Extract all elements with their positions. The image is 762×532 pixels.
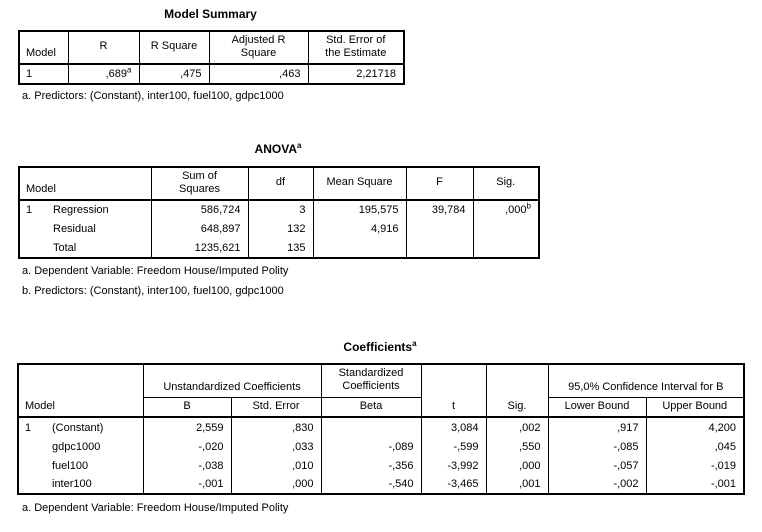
cell-model-label: Total — [19, 239, 151, 258]
footnote-marker: a — [297, 141, 302, 150]
cell-std-error: ,000 — [231, 475, 321, 494]
cell-upper-bound: -,001 — [646, 475, 744, 494]
col-header-sum-of-squares: Sum of Squares — [151, 167, 248, 200]
cell-mean-square: 195,575 — [313, 200, 406, 220]
col-header-unstandardized-coefficients: Unstandardized Coefficients — [143, 364, 321, 397]
cell-model-number: 1 — [19, 64, 68, 84]
cell-b: -,020 — [143, 437, 231, 456]
cell-std-error: ,010 — [231, 456, 321, 475]
col-header-confidence-interval: 95,0% Confidence Interval for B — [548, 364, 744, 397]
cell-std-error-estimate: 2,21718 — [308, 64, 404, 84]
col-header-f: F — [406, 167, 473, 200]
coefficients-title — [17, 340, 743, 354]
cell-sig: ,002 — [486, 417, 548, 437]
footnote-marker: a — [127, 65, 132, 75]
cell-sum-of-squares: 586,724 — [151, 200, 248, 220]
col-header-r-square: R Square — [139, 31, 209, 64]
cell-lower-bound: -,085 — [548, 437, 646, 456]
cell-t: -3,465 — [421, 475, 486, 494]
footnote-marker: a — [412, 339, 417, 348]
cell-lower-bound: -,057 — [548, 456, 646, 475]
cell-model-label: Residual — [19, 220, 151, 239]
table-row — [19, 64, 404, 84]
cell-predictor: inter100 — [18, 475, 143, 494]
cell-t: 3,084 — [421, 417, 486, 437]
model-summary-title-text: Model Summary — [164, 7, 257, 21]
coefficients-title-text: Coefficients — [343, 340, 413, 354]
cell-beta — [321, 417, 421, 437]
footnote: a. Dependent Variable: Freedom House/Imputed Polity — [22, 502, 289, 514]
cell-t: -,599 — [421, 437, 486, 456]
model-summary-title — [18, 7, 403, 21]
cell-mean-square: 4,916 — [313, 220, 406, 239]
cell-predictor: fuel100 — [18, 456, 143, 475]
anova-title-text: ANOVA — [254, 142, 297, 156]
cell-lower-bound: -,002 — [548, 475, 646, 494]
cell-sig: ,000 — [486, 456, 548, 475]
footnote-marker: b — [526, 201, 531, 211]
cell-upper-bound: ,045 — [646, 437, 744, 456]
anova-title — [18, 142, 538, 156]
col-header-model: Model — [19, 31, 68, 64]
cell-sum-of-squares: 1235,621 — [151, 239, 248, 258]
col-header-model: Model — [18, 364, 143, 417]
col-header-adjusted-r-square: Adjusted R Square — [209, 31, 308, 64]
footnote: a. Predictors: (Constant), inter100, fuel100, gdpc1000 — [22, 90, 284, 102]
cell-df: 3 — [248, 200, 313, 220]
cell-beta: -,089 — [321, 437, 421, 456]
col-header-model: Model — [19, 167, 151, 200]
col-header-lower-bound: Lower Bound — [548, 397, 646, 417]
cell-sum-of-squares: 648,897 — [151, 220, 248, 239]
col-header-sig: Sig. — [473, 167, 539, 200]
cell-predictor: gdpc1000 — [18, 437, 143, 456]
col-header-std-error: Std. Error — [231, 397, 321, 417]
cell-f: 39,784 — [406, 200, 473, 220]
cell-beta: -,356 — [321, 456, 421, 475]
cell-df: 132 — [248, 220, 313, 239]
cell-beta: -,540 — [321, 475, 421, 494]
table-row — [18, 437, 744, 456]
col-header-std-error-estimate: Std. Error of the Estimate — [308, 31, 404, 64]
cell-predictor: 1 (Constant) — [18, 417, 143, 437]
cell-sig: ,550 — [486, 437, 548, 456]
table-row — [19, 239, 539, 258]
cell-b: -,038 — [143, 456, 231, 475]
cell-std-error: ,033 — [231, 437, 321, 456]
cell-f — [406, 239, 473, 258]
col-header-upper-bound: Upper Bound — [646, 397, 744, 417]
anova-table — [18, 166, 540, 259]
cell-adjusted-r-square: ,463 — [209, 64, 308, 84]
model-summary-table — [18, 30, 405, 85]
cell-b: -,001 — [143, 475, 231, 494]
cell-sig — [473, 239, 539, 258]
cell-lower-bound: ,917 — [548, 417, 646, 437]
col-header-standardized-coefficients: Standardized Coefficients — [321, 364, 421, 397]
footnote: b. Predictors: (Constant), inter100, fuel100, gdpc1000 — [22, 285, 284, 297]
cell-upper-bound: -,019 — [646, 456, 744, 475]
table-row — [19, 220, 539, 239]
coefficients-table — [17, 363, 745, 495]
cell-b: 2,559 — [143, 417, 231, 437]
table-row — [19, 200, 539, 220]
cell-upper-bound: 4,200 — [646, 417, 744, 437]
col-header-df: df — [248, 167, 313, 200]
cell-model-label: 1 Regression — [19, 200, 151, 220]
cell-df: 135 — [248, 239, 313, 258]
cell-sig — [473, 220, 539, 239]
cell-f — [406, 220, 473, 239]
col-header-t: t — [421, 364, 486, 417]
col-header-b: B — [143, 397, 231, 417]
cell-t: -3,992 — [421, 456, 486, 475]
col-header-mean-square: Mean Square — [313, 167, 406, 200]
col-header-beta: Beta — [321, 397, 421, 417]
cell-r-square: ,475 — [139, 64, 209, 84]
cell-r: ,689$^a$ — [68, 64, 139, 84]
col-header-r: R — [68, 31, 139, 64]
cell-sig: ,001 — [486, 475, 548, 494]
cell-sig: ,000$^b$ — [473, 200, 539, 220]
table-row — [18, 417, 744, 437]
table-row — [18, 456, 744, 475]
cell-mean-square — [313, 239, 406, 258]
footnote: a. Dependent Variable: Freedom House/Imputed Polity — [22, 265, 289, 277]
cell-std-error: ,830 — [231, 417, 321, 437]
table-row — [18, 475, 744, 494]
col-header-sig: Sig. — [486, 364, 548, 417]
